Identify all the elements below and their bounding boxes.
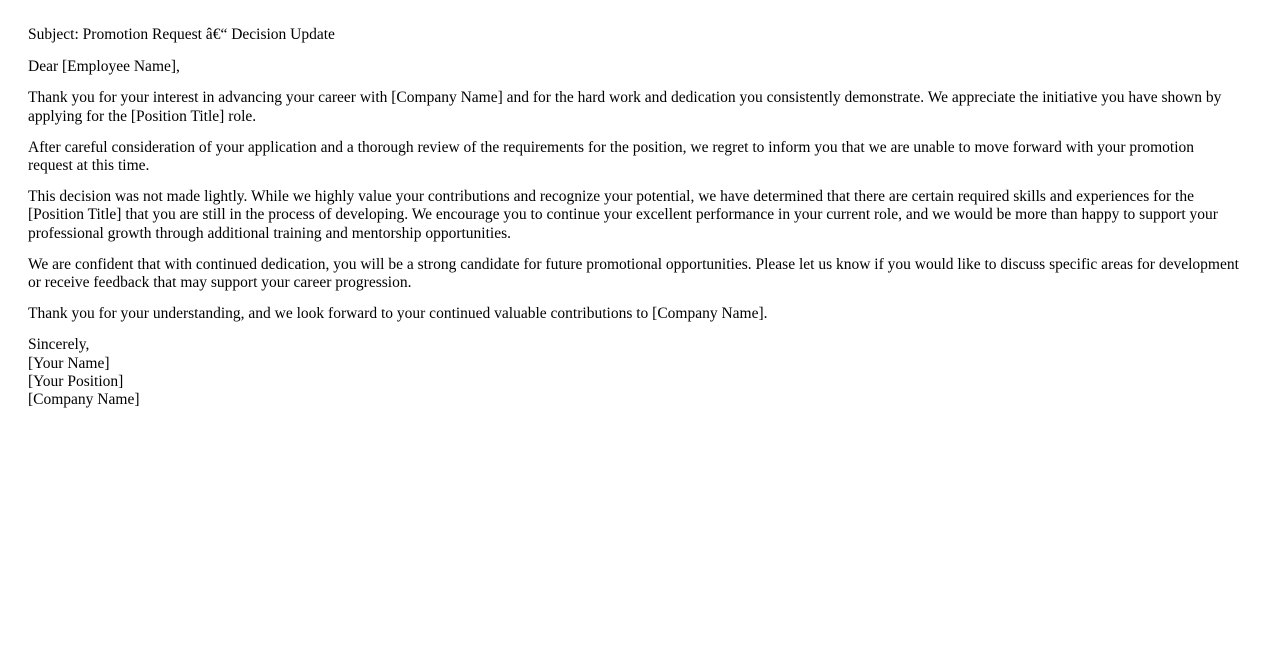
- signature-closing: Sincerely,: [28, 336, 90, 354]
- signature-block: [28, 336, 1242, 409]
- signature-position: [Your Position]: [28, 372, 124, 390]
- signature-company: [Company Name]: [28, 391, 140, 409]
- paragraph-5: Thank you for your understanding, and we look forward to your continued valuable contributions to [Company Name].: [28, 305, 768, 323]
- subject-line: Subject: Promotion Request â€“ Decision Update: [28, 26, 335, 43]
- paragraph-2: After careful consideration of your application and a thorough review of the requirements for the position, we regret to inform you that we are unable to move forward with your promotion request at this time.: [28, 138, 1195, 175]
- paragraph-1: Thank you for your interest in advancing your career with [Company Name] and for the hard work and dedication you consistently demonstrate. We appreciate the initiative you have shown by applying for the [Position Title] role.: [28, 89, 1222, 125]
- paragraph-3: This decision was not made lightly. While we highly value your contributions and recognize your potential, we have determined that there are certain required skills and experiences for the [Position Title] that you are still in the process of developing. We encourage you to continue your excellent performance in your current role, and we would be more than happy to support your professional growth through additional training and mentorship opportunities.: [28, 188, 1218, 242]
- salutation: Dear [Employee Name],: [28, 58, 180, 76]
- signature-name: [Your Name]: [28, 354, 110, 372]
- paragraph-4: We are confident that with continued dedication, you will be a strong candidate for future promotional opportunities. Please let us know if you would like to discuss specific areas for development or receive feedback that may support your career progression.: [28, 255, 1239, 292]
